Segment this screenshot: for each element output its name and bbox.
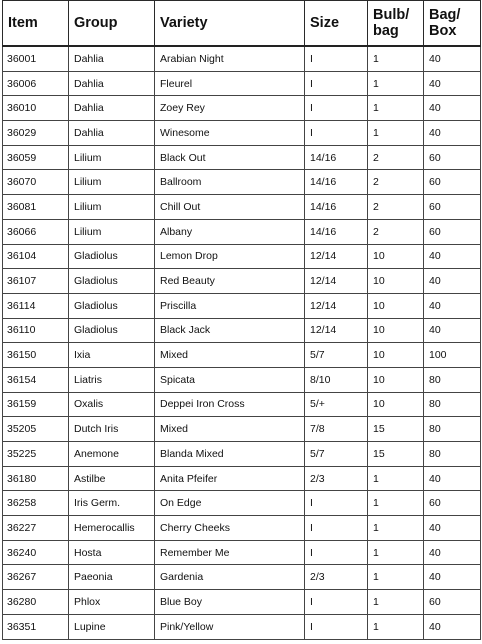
table-row [3, 244, 481, 269]
item-cell: 36029 [3, 121, 69, 146]
variety-cell: Priscilla [155, 293, 305, 318]
bulb-per-bag-cell: 10 [368, 392, 424, 417]
item-cell: 36227 [3, 516, 69, 541]
variety-cell: Cherry Cheeks [155, 516, 305, 541]
bulb-per-bag-cell: 1 [368, 121, 424, 146]
bag-per-box-cell: 40 [424, 293, 481, 318]
group-cell: Dahlia [69, 71, 155, 96]
group-cell: Gladiolus [69, 244, 155, 269]
variety-cell: Gardenia [155, 565, 305, 590]
variety-cell: Anita Pfeifer [155, 466, 305, 491]
size-cell: I [305, 71, 368, 96]
table-row [3, 318, 481, 343]
variety-cell: Blanda Mixed [155, 442, 305, 467]
bulb-per-bag-cell: 2 [368, 145, 424, 170]
group-cell: Gladiolus [69, 318, 155, 343]
size-cell: 5/7 [305, 442, 368, 467]
variety-cell: Arabian Night [155, 46, 305, 71]
table-row [3, 516, 481, 541]
table-row [3, 96, 481, 121]
bulb-per-bag-cell: 15 [368, 442, 424, 467]
bag-per-box-cell: 40 [424, 516, 481, 541]
item-cell: 36280 [3, 590, 69, 615]
group-cell: Gladiolus [69, 293, 155, 318]
bulb-per-bag-cell: 15 [368, 417, 424, 442]
bulb-per-bag-cell: 1 [368, 540, 424, 565]
group-cell: Dahlia [69, 46, 155, 71]
table-row [3, 590, 481, 615]
bulb-per-bag-cell: 1 [368, 96, 424, 121]
item-cell: 36154 [3, 367, 69, 392]
item-cell: 36001 [3, 46, 69, 71]
bag-per-box-cell: 40 [424, 466, 481, 491]
bag-per-box-cell: 80 [424, 442, 481, 467]
size-cell: I [305, 516, 368, 541]
variety-cell: Mixed [155, 417, 305, 442]
variety-cell: Black Out [155, 145, 305, 170]
variety-cell: Chill Out [155, 195, 305, 220]
group-cell: Astilbe [69, 466, 155, 491]
size-cell: I [305, 491, 368, 516]
bulb-per-bag-cell: 1 [368, 565, 424, 590]
bag-per-box-cell: 60 [424, 145, 481, 170]
item-cell: 36240 [3, 540, 69, 565]
bulb-per-bag-cell: 2 [368, 195, 424, 220]
bulb-per-bag-cell: 1 [368, 491, 424, 516]
group-cell: Oxalis [69, 392, 155, 417]
bulb-per-bag-cell: 1 [368, 71, 424, 96]
variety-cell: Winesome [155, 121, 305, 146]
bag-per-box-cell: 40 [424, 540, 481, 565]
group-cell: Lupine [69, 614, 155, 639]
group-cell: Ixia [69, 343, 155, 368]
table-row [3, 466, 481, 491]
table-header-row [3, 1, 481, 47]
table-row [3, 343, 481, 368]
variety-cell: Pink/Yellow [155, 614, 305, 639]
table-row [3, 417, 481, 442]
size-cell: I [305, 46, 368, 71]
bag-per-box-cell: 40 [424, 46, 481, 71]
group-cell: Phlox [69, 590, 155, 615]
item-cell: 36351 [3, 614, 69, 639]
bulb-product-table [2, 0, 481, 640]
item-cell: 36070 [3, 170, 69, 195]
header-group: Group [69, 1, 155, 47]
variety-cell: Blue Boy [155, 590, 305, 615]
bag-per-box-cell: 80 [424, 417, 481, 442]
group-cell: Gladiolus [69, 269, 155, 294]
table-row [3, 145, 481, 170]
size-cell: 14/16 [305, 219, 368, 244]
bulb-per-bag-cell: 2 [368, 219, 424, 244]
bag-per-box-cell: 40 [424, 565, 481, 590]
table-row [3, 219, 481, 244]
table-row [3, 293, 481, 318]
group-cell: Lilium [69, 219, 155, 244]
table-row [3, 491, 481, 516]
bag-per-box-cell: 100 [424, 343, 481, 368]
item-cell: 35225 [3, 442, 69, 467]
bag-per-box-cell: 40 [424, 318, 481, 343]
item-cell: 36104 [3, 244, 69, 269]
header-variety: Variety [155, 1, 305, 47]
variety-cell: Spicata [155, 367, 305, 392]
group-cell: Anemone [69, 442, 155, 467]
item-cell: 36150 [3, 343, 69, 368]
table-row [3, 392, 481, 417]
item-cell: 36180 [3, 466, 69, 491]
variety-cell: Lemon Drop [155, 244, 305, 269]
variety-cell: Deppei Iron Cross [155, 392, 305, 417]
group-cell: Dutch Iris [69, 417, 155, 442]
table-row [3, 269, 481, 294]
group-cell: Dahlia [69, 96, 155, 121]
item-cell: 36107 [3, 269, 69, 294]
table-row [3, 71, 481, 96]
table-row [3, 565, 481, 590]
size-cell: I [305, 614, 368, 639]
header-bag-per-box: Bag/ Box [424, 1, 481, 47]
item-cell: 36010 [3, 96, 69, 121]
bulb-per-bag-cell: 1 [368, 590, 424, 615]
size-cell: 2/3 [305, 565, 368, 590]
bag-per-box-cell: 60 [424, 219, 481, 244]
group-cell: Liatris [69, 367, 155, 392]
bag-per-box-cell: 40 [424, 269, 481, 294]
size-cell: 8/10 [305, 367, 368, 392]
table-row [3, 540, 481, 565]
size-cell: 12/14 [305, 293, 368, 318]
item-cell: 36114 [3, 293, 69, 318]
header-size: Size [305, 1, 368, 47]
size-cell: 5/+ [305, 392, 368, 417]
table-row [3, 195, 481, 220]
bag-per-box-cell: 40 [424, 614, 481, 639]
item-cell: 36110 [3, 318, 69, 343]
bag-per-box-cell: 60 [424, 195, 481, 220]
header-bulb-per-bag: Bulb/ bag [368, 1, 424, 47]
bulb-per-bag-cell: 10 [368, 269, 424, 294]
bulb-per-bag-cell: 1 [368, 614, 424, 639]
group-cell: Hosta [69, 540, 155, 565]
item-cell: 36059 [3, 145, 69, 170]
size-cell: 7/8 [305, 417, 368, 442]
bulb-per-bag-cell: 10 [368, 343, 424, 368]
group-cell: Paeonia [69, 565, 155, 590]
item-cell: 36081 [3, 195, 69, 220]
variety-cell: Fleurel [155, 71, 305, 96]
table-row [3, 442, 481, 467]
bulb-per-bag-cell: 1 [368, 466, 424, 491]
size-cell: I [305, 121, 368, 146]
bag-per-box-cell: 80 [424, 367, 481, 392]
table-body [3, 46, 481, 639]
bag-per-box-cell: 80 [424, 392, 481, 417]
group-cell: Lilium [69, 145, 155, 170]
size-cell: I [305, 540, 368, 565]
item-cell: 36066 [3, 219, 69, 244]
bulb-per-bag-cell: 1 [368, 516, 424, 541]
table-row [3, 46, 481, 71]
size-cell: 12/14 [305, 244, 368, 269]
bulb-per-bag-cell: 2 [368, 170, 424, 195]
size-cell: 12/14 [305, 318, 368, 343]
group-cell: Lilium [69, 195, 155, 220]
table-row [3, 367, 481, 392]
table-row [3, 170, 481, 195]
size-cell: 14/16 [305, 170, 368, 195]
item-cell: 36267 [3, 565, 69, 590]
variety-cell: Red Beauty [155, 269, 305, 294]
item-cell: 36258 [3, 491, 69, 516]
bag-per-box-cell: 40 [424, 71, 481, 96]
size-cell: 2/3 [305, 466, 368, 491]
bag-per-box-cell: 60 [424, 170, 481, 195]
bulb-per-bag-cell: 1 [368, 46, 424, 71]
group-cell: Lilium [69, 170, 155, 195]
item-cell: 36006 [3, 71, 69, 96]
bulb-per-bag-cell: 10 [368, 367, 424, 392]
size-cell: 5/7 [305, 343, 368, 368]
bag-per-box-cell: 60 [424, 590, 481, 615]
group-cell: Dahlia [69, 121, 155, 146]
item-cell: 35205 [3, 417, 69, 442]
variety-cell: On Edge [155, 491, 305, 516]
group-cell: Iris Germ. [69, 491, 155, 516]
variety-cell: Remember Me [155, 540, 305, 565]
bulb-per-bag-cell: 10 [368, 318, 424, 343]
variety-cell: Albany [155, 219, 305, 244]
bulb-per-bag-cell: 10 [368, 244, 424, 269]
variety-cell: Ballroom [155, 170, 305, 195]
bag-per-box-cell: 40 [424, 244, 481, 269]
item-cell: 36159 [3, 392, 69, 417]
size-cell: I [305, 590, 368, 615]
bulb-per-bag-cell: 10 [368, 293, 424, 318]
bag-per-box-cell: 40 [424, 121, 481, 146]
table-row [3, 614, 481, 639]
bag-per-box-cell: 40 [424, 96, 481, 121]
group-cell: Hemerocallis [69, 516, 155, 541]
variety-cell: Black Jack [155, 318, 305, 343]
size-cell: I [305, 96, 368, 121]
header-item: Item [3, 1, 69, 47]
bag-per-box-cell: 60 [424, 491, 481, 516]
size-cell: 14/16 [305, 195, 368, 220]
variety-cell: Zoey Rey [155, 96, 305, 121]
size-cell: 12/14 [305, 269, 368, 294]
variety-cell: Mixed [155, 343, 305, 368]
size-cell: 14/16 [305, 145, 368, 170]
table-row [3, 121, 481, 146]
